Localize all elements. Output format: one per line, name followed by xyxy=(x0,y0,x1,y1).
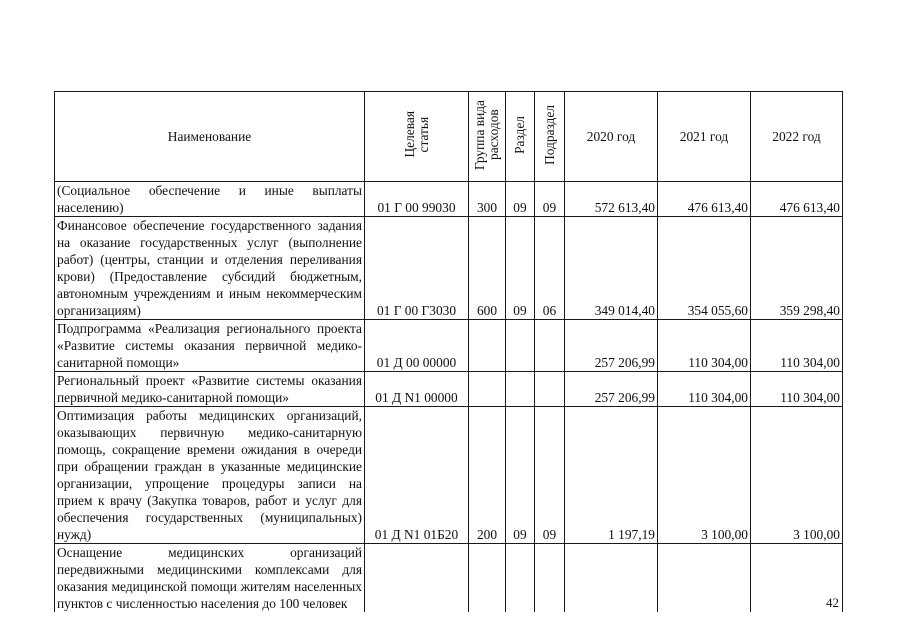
header-year-2022: 2022 год xyxy=(751,92,843,182)
row-expense-group xyxy=(469,544,506,613)
row-value-2022: 476 613,40 xyxy=(751,182,843,217)
header-section: Раздел xyxy=(506,92,535,182)
row-subsection xyxy=(535,320,565,372)
row-name: Подпрограмма «Реализация регионального проекта «Развитие системы оказания первичной медико-санитарной помощи» xyxy=(55,320,365,372)
header-year-2021: 2021 год xyxy=(658,92,751,182)
header-subsection: Подраздел xyxy=(535,92,565,182)
row-target-article: 01 Д N1 00000 xyxy=(365,372,469,407)
row-section xyxy=(506,320,535,372)
header-target-article: Целевая статья xyxy=(365,92,469,182)
row-name: Оптимизация работы медицинских организаций, оказывающих первичную медико-санитарную помощь, сокращение времени ожидания в очереди при обращении граждан в указанные медицинские организации, упрощение процедуры записи на прием к врачу (Закупка товаров, работ и услуг для обеспечения государственных (муниципальных) нужд) xyxy=(55,407,365,544)
row-value-2020: 572 613,40 xyxy=(565,182,658,217)
row-section xyxy=(506,372,535,407)
page-number: 42 xyxy=(826,595,839,610)
row-value-2021: 3 100,00 xyxy=(658,407,751,544)
header-year-2020: 2020 год xyxy=(565,92,658,182)
row-expense-group xyxy=(469,372,506,407)
row-target-article: 01 Г 00 Г3030 xyxy=(365,217,469,320)
table-row xyxy=(55,217,843,320)
table-row xyxy=(55,544,843,613)
row-subsection xyxy=(535,372,565,407)
table-row xyxy=(55,182,843,217)
row-value-2021: 476 613,40 xyxy=(658,182,751,217)
row-name: Региональный проект «Развитие системы оказания первичной медико-санитарной помощи» xyxy=(55,372,365,407)
row-section: 09 xyxy=(506,182,535,217)
row-value-2021: 110 304,00 xyxy=(658,372,751,407)
row-value-2022: 110 304,00 xyxy=(751,320,843,372)
row-subsection xyxy=(535,544,565,613)
row-value-2020: 257 206,99 xyxy=(565,320,658,372)
row-target-article: 01 Д N1 01Б20 xyxy=(365,407,469,544)
table-header-row xyxy=(55,92,843,182)
row-value-2022: 110 304,00 xyxy=(751,372,843,407)
table-row xyxy=(55,407,843,544)
row-section xyxy=(506,544,535,613)
budget-table xyxy=(54,91,843,612)
row-expense-group: 600 xyxy=(469,217,506,320)
table-row xyxy=(55,372,843,407)
row-value-2020: 1 197,19 xyxy=(565,407,658,544)
row-value-2021 xyxy=(658,544,751,613)
row-name: Финансовое обеспечение государственного задания на оказание государственных услуг (выполнение работ) (центры, станции и отделения переливания крови) (Предоставление субсидий бюджетным, автономным учреждениям и иным некоммерческим организациям) xyxy=(55,217,365,320)
row-value-2020: 349 014,40 xyxy=(565,217,658,320)
row-expense-group: 300 xyxy=(469,182,506,217)
row-subsection: 09 xyxy=(535,182,565,217)
row-name: (Социальное обеспечение и иные выплаты населению) xyxy=(55,182,365,217)
row-section: 09 xyxy=(506,407,535,544)
row-target-article xyxy=(365,544,469,613)
row-value-2021: 110 304,00 xyxy=(658,320,751,372)
row-section: 09 xyxy=(506,217,535,320)
header-expense-group: Группа вида расходов xyxy=(469,92,506,182)
table-row xyxy=(55,320,843,372)
row-value-2020 xyxy=(565,544,658,613)
header-name: Наименование xyxy=(55,92,365,182)
row-subsection: 06 xyxy=(535,217,565,320)
row-value-2022: 3 100,00 xyxy=(751,407,843,544)
row-expense-group: 200 xyxy=(469,407,506,544)
row-subsection: 09 xyxy=(535,407,565,544)
row-expense-group xyxy=(469,320,506,372)
row-value-2020: 257 206,99 xyxy=(565,372,658,407)
row-target-article: 01 Г 00 99030 xyxy=(365,182,469,217)
row-name: Оснащение медицинских организаций передвижными медицинскими комплексами для оказания медицинской помощи жителям населенных пунктов с численностью населения до 100 человек xyxy=(55,544,365,613)
row-target-article: 01 Д 00 00000 xyxy=(365,320,469,372)
row-value-2021: 354 055,60 xyxy=(658,217,751,320)
row-value-2022: 359 298,40 xyxy=(751,217,843,320)
